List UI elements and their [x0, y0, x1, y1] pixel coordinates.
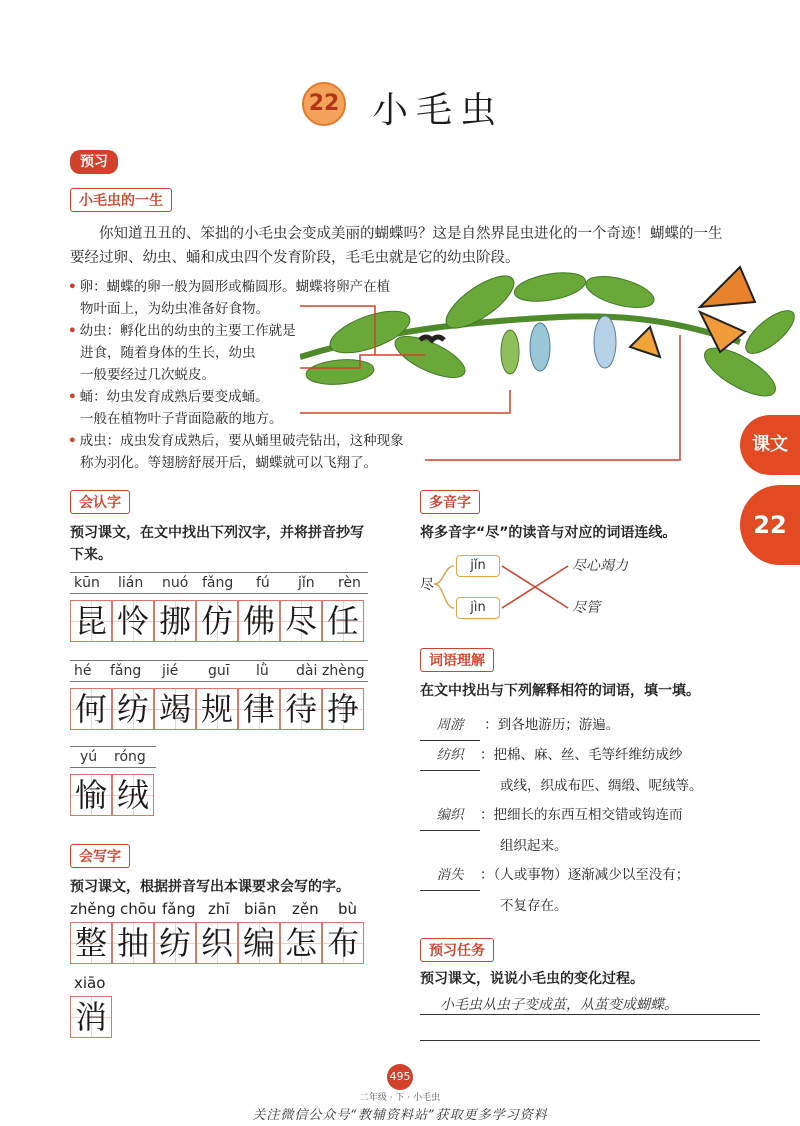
- lifecycle-item-pupa: • 蛹：幼虫发育成熟后要变成蛹。 一般在植物叶子背面隐蔽的地方。: [68, 389, 283, 427]
- lifecycle-item-egg: • 卵：蝴蝶的卵一般为圆形或椭圆形。蝴蝶将卵产在植 物叶面上，为幼虫准备好食物。: [68, 279, 391, 317]
- char-box: 整: [70, 922, 112, 964]
- vocab-answer[interactable]: 纺织: [420, 740, 480, 771]
- vocab-answer[interactable]: 周游: [420, 710, 480, 741]
- recognize-row-3: yú róng 愉 绒: [70, 746, 156, 816]
- vocab-answer[interactable]: 消失: [420, 860, 480, 891]
- vocab-item: 纺织 ：把棉、麻、丝、毛等纤维纺成纱 或线，织成布匹、绸缎、呢绒等。: [420, 740, 760, 801]
- lesson-number-badge: 22: [302, 82, 346, 126]
- connector-lines: [0, 0, 800, 470]
- word-option-1[interactable]: 尽心竭力: [572, 558, 628, 574]
- polyphone-instruction: 将多音字“尽”的读音与对应的词语连线。: [420, 525, 677, 541]
- task-instruction: 预习课文，说说小毛虫的变化过程。: [420, 971, 644, 987]
- footer-promo: 关注微信公众号“教辅资料站”获取更多学习资料: [252, 1108, 548, 1123]
- polyphone-heading: 多音字: [420, 490, 480, 514]
- write-heading: 会写字: [70, 844, 130, 868]
- answer-line-2: [420, 1040, 760, 1041]
- char-box: 纺: [112, 688, 154, 730]
- recognize-instruction: 预习课文，在文中找出下列汉字，并将拼音抄写下来。: [70, 525, 364, 563]
- vocab-item: 消失 ：（人或事物）逐渐减少以至没有； 不复存在。: [420, 860, 760, 921]
- char-box: 绒: [112, 774, 154, 816]
- preview-badge: 预习: [70, 150, 118, 174]
- lifecycle-item-larva: • 幼虫：孵化出的幼虫的主要工作就是 进食，随着身体的生长，幼虫 一般要经过几次蜕皮。: [68, 323, 296, 383]
- recognize-row-2: hé fǎng jié guī lǜ dài zhèng 何 纺 竭 规 律 待 挣: [70, 660, 368, 730]
- char-box: 竭: [154, 688, 196, 730]
- char-box: 怎: [280, 922, 322, 964]
- vocab-answer[interactable]: 编织: [420, 800, 480, 831]
- char-box: 怜: [112, 600, 154, 642]
- lifecycle-heading: 小毛虫的一生: [70, 188, 172, 212]
- write-row-2: xiāo 消: [70, 972, 130, 1038]
- char-box: 规: [196, 688, 238, 730]
- footer-caption: 二年级 · 下 · 小毛虫: [359, 1093, 441, 1103]
- answer-line-1: [420, 1014, 760, 1015]
- char-box: 待: [280, 688, 322, 730]
- char-box: 尽: [280, 600, 322, 642]
- char-box: 挪: [154, 600, 196, 642]
- lesson-number-tab[interactable]: 22: [740, 485, 800, 565]
- page-title: 小毛虫: [372, 90, 505, 131]
- char-box: 佛: [238, 600, 280, 642]
- write-instruction: 预习课文，根据拼音写出本课要求会写的字。: [70, 879, 350, 895]
- section-tab[interactable]: 课文: [740, 415, 800, 475]
- char-box: 任: [322, 600, 364, 642]
- vocab-heading: 词语理解: [420, 648, 494, 672]
- task-heading: 预习任务: [420, 938, 494, 962]
- char-box: 律: [238, 688, 280, 730]
- char-box: 编: [238, 922, 280, 964]
- char-box: 昆: [70, 600, 112, 642]
- recognize-heading: 会认字: [70, 490, 130, 514]
- reading-option-2[interactable]: jìn: [456, 597, 500, 619]
- char-box: 仿: [196, 600, 238, 642]
- char-box: 纺: [154, 922, 196, 964]
- task-answer[interactable]: 小毛虫从虫子变成茧，从茧变成蝴蝶。: [440, 997, 678, 1013]
- vocab-item: 编织 ：把细长的东西互相交错或钩连而 组织起来。: [420, 800, 760, 861]
- char-box: 布: [322, 922, 364, 964]
- reading-option-1[interactable]: jǐn: [456, 555, 500, 577]
- lifecycle-intro: 你知道丑丑的、笨拙的小毛虫会变成美丽的蝴蝶吗？这是自然界昆虫进化的一个奇迹！蝴蝶的一生要经过卵、幼虫、蛹和成虫四个发育阶段，毛毛虫就是它的幼虫阶段。: [70, 226, 723, 266]
- write-row-1: zhěng chōu fǎng zhī biān zěn bù 整 抽 纺 织 编 怎 布: [70, 898, 368, 964]
- vocab-instruction: 在文中找出与下列解释相符的词语，填一填。: [420, 683, 700, 699]
- vocab-item: 周游 ：到各地游历；游遍。: [420, 710, 760, 741]
- lifecycle-item-adult: • 成虫：成虫发育成熟后，要从蛹里破壳钻出，这种现象 称为羽化。等翅膀舒展开后，蝴蝶就可以飞翔了。: [68, 433, 404, 471]
- polyphone-char: 尽: [420, 577, 434, 593]
- char-box: 织: [196, 922, 238, 964]
- char-box: 何: [70, 688, 112, 730]
- char-box: 抽: [112, 922, 154, 964]
- recognize-row-1: kūn lián nuó fǎng fú jǐn rèn 昆 怜 挪 仿 佛 尽 任: [70, 572, 368, 642]
- char-box: 挣: [322, 688, 364, 730]
- page-number: 495: [387, 1064, 413, 1090]
- char-box: 愉: [70, 774, 112, 816]
- word-option-2[interactable]: 尽管: [572, 600, 600, 616]
- polyphone-matching: [420, 552, 740, 622]
- char-box: 消: [70, 996, 112, 1038]
